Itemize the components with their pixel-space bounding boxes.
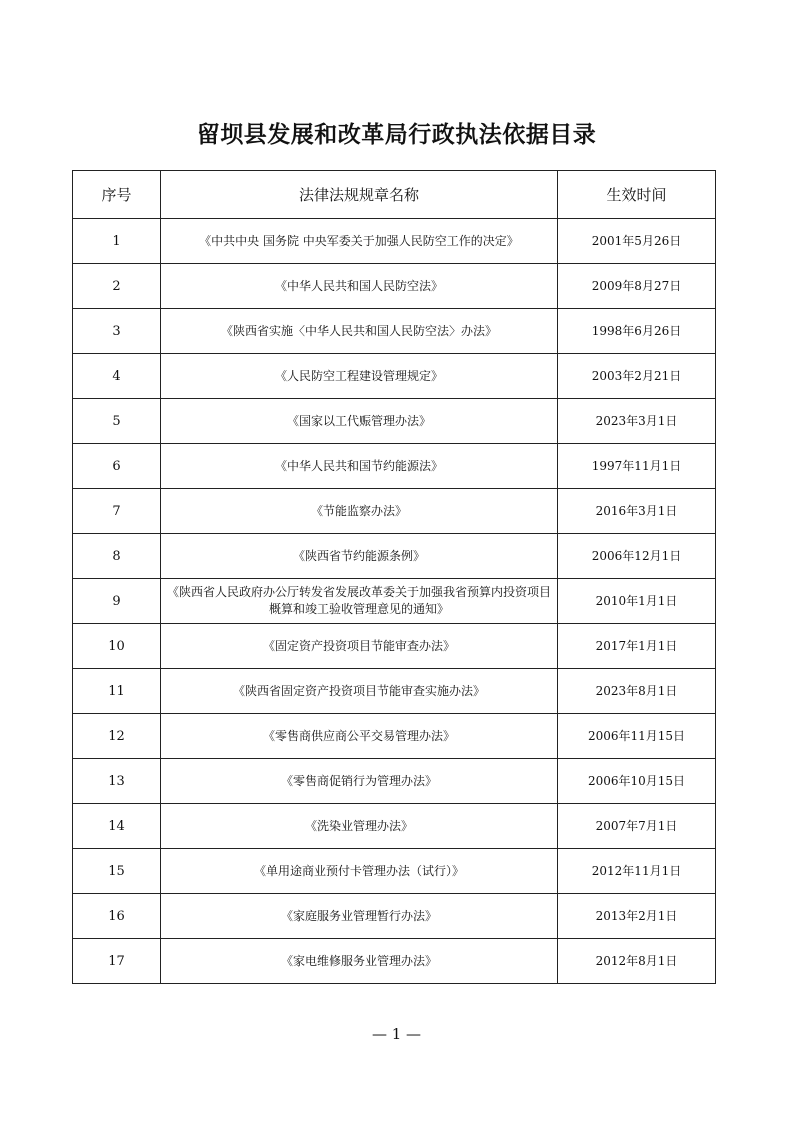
table-row [73,894,716,939]
row-effective-date: 2016年3月1日 [558,489,716,534]
row-effective-date: 1998年6月26日 [558,309,716,354]
row-index: 5 [73,399,161,444]
table-row [73,714,716,759]
row-effective-date: 2023年8月1日 [558,669,716,714]
row-index: 14 [73,804,161,849]
table-row [73,804,716,849]
row-law-name: 《陕西省节约能源条例》 [161,534,558,579]
row-law-name: 《国家以工代赈管理办法》 [161,399,558,444]
row-law-name: 《洗染业管理办法》 [161,804,558,849]
row-law-name: 《中共中央 国务院 中央军委关于加强人民防空工作的决定》 [161,219,558,264]
row-law-name: 《零售商供应商公平交易管理办法》 [161,714,558,759]
row-law-name: 《陕西省实施〈中华人民共和国人民防空法〉办法》 [161,309,558,354]
row-effective-date: 2003年2月21日 [558,354,716,399]
table-row [73,264,716,309]
row-law-name: 《人民防空工程建设管理规定》 [161,354,558,399]
row-effective-date: 2009年8月27日 [558,264,716,309]
law-basis-table [72,170,716,984]
table-row [73,534,716,579]
row-effective-date: 2012年11月1日 [558,849,716,894]
header-date: 生效时间 [558,171,716,219]
row-law-name: 《家电维修服务业管理办法》 [161,939,558,984]
row-index: 11 [73,669,161,714]
table-row [73,624,716,669]
row-law-name: 《陕西省固定资产投资项目节能审查实施办法》 [161,669,558,714]
row-effective-date: 2012年8月1日 [558,939,716,984]
row-effective-date: 2023年3月1日 [558,399,716,444]
row-law-name: 《固定资产投资项目节能审查办法》 [161,624,558,669]
row-index: 16 [73,894,161,939]
table-row [73,309,716,354]
row-index: 3 [73,309,161,354]
table-row [73,939,716,984]
table-row [73,579,716,624]
header-name: 法律法规规章名称 [161,171,558,219]
table-row [73,489,716,534]
row-index: 2 [73,264,161,309]
row-effective-date: 2001年5月26日 [558,219,716,264]
row-law-name: 《中华人民共和国人民防空法》 [161,264,558,309]
table-row [73,759,716,804]
row-effective-date: 1997年11月1日 [558,444,716,489]
row-law-name: 《陕西省人民政府办公厅转发省发展改革委关于加强我省预算内投资项目概算和竣工验收管理意见的通知》 [161,579,558,624]
row-law-name: 《单用途商业预付卡管理办法（试行）》 [161,849,558,894]
row-index: 15 [73,849,161,894]
table-row [73,669,716,714]
row-index: 13 [73,759,161,804]
row-effective-date: 2007年7月1日 [558,804,716,849]
row-index: 9 [73,579,161,624]
row-effective-date: 2017年1月1日 [558,624,716,669]
row-effective-date: 2013年2月1日 [558,894,716,939]
header-index: 序号 [73,171,161,219]
table-row [73,219,716,264]
page-title: 留坝县发展和改革局行政执法依据目录 [196,122,597,148]
row-effective-date: 2006年11月15日 [558,714,716,759]
row-index: 6 [73,444,161,489]
row-index: 1 [73,219,161,264]
table-row [73,444,716,489]
row-law-name: 《家庭服务业管理暂行办法》 [161,894,558,939]
row-index: 4 [73,354,161,399]
row-law-name: 《中华人民共和国节约能源法》 [161,444,558,489]
row-index: 17 [73,939,161,984]
row-effective-date: 2010年1月1日 [558,579,716,624]
table-row [73,354,716,399]
row-effective-date: 2006年10月15日 [558,759,716,804]
row-index: 12 [73,714,161,759]
row-law-name: 《节能监察办法》 [161,489,558,534]
page-number: — 1 — [371,1025,422,1043]
table-body [73,219,716,984]
table-row [73,849,716,894]
row-law-name: 《零售商促销行为管理办法》 [161,759,558,804]
table-header-row [73,171,716,219]
row-index: 10 [73,624,161,669]
table-row [73,399,716,444]
row-index: 7 [73,489,161,534]
row-index: 8 [73,534,161,579]
row-effective-date: 2006年12月1日 [558,534,716,579]
